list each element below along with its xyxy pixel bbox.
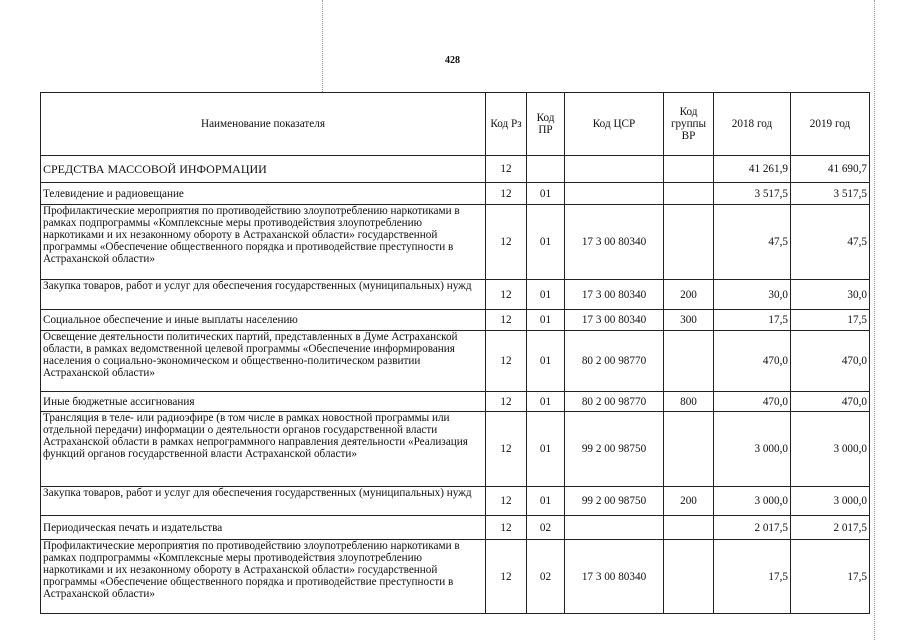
row-rz: 12 (486, 412, 527, 487)
row-pr: 01 (527, 205, 565, 280)
row-2019: 41 690,7 (791, 156, 870, 183)
row-2019: 3 000,0 (791, 412, 870, 487)
header-name: Наименование показателя (41, 93, 486, 156)
row-pr: 02 (527, 516, 565, 540)
row-csr: 17 3 00 80340 (565, 280, 664, 310)
row-2019: 17,5 (791, 540, 870, 614)
header-2019: 2019 год (791, 93, 870, 156)
table-row (41, 392, 870, 412)
row-2018: 470,0 (714, 331, 791, 392)
row-2019: 3 000,0 (791, 487, 870, 516)
row-rz: 12 (486, 516, 527, 540)
row-vr: 200 (664, 487, 714, 516)
row-rz: 12 (486, 205, 527, 280)
row-name: СРЕДСТВА МАССОВОЙ ИНФОРМАЦИИ (41, 156, 486, 183)
header-pr: Код ПР (527, 93, 565, 156)
row-rz: 12 (486, 540, 527, 614)
row-csr (565, 183, 664, 205)
row-2018: 3 517,5 (714, 183, 791, 205)
row-csr (565, 516, 664, 540)
row-2018: 2 017,5 (714, 516, 791, 540)
row-rz: 12 (486, 156, 527, 183)
row-pr: 01 (527, 331, 565, 392)
row-rz: 12 (486, 183, 527, 205)
table-row (41, 156, 870, 183)
row-2018: 17,5 (714, 540, 791, 614)
row-pr: 01 (527, 310, 565, 331)
row-2019: 470,0 (791, 392, 870, 412)
row-vr: 200 (664, 280, 714, 310)
row-csr: 17 3 00 80340 (565, 540, 664, 614)
row-csr (565, 156, 664, 183)
row-vr (664, 540, 714, 614)
header-rz: Код Рз (486, 93, 527, 156)
table-row (41, 310, 870, 331)
row-vr (664, 516, 714, 540)
row-rz: 12 (486, 280, 527, 310)
row-pr: 02 (527, 540, 565, 614)
row-2019: 2 017,5 (791, 516, 870, 540)
row-2019: 3 517,5 (791, 183, 870, 205)
row-pr: 01 (527, 280, 565, 310)
row-name: Трансляция в теле- или радиоэфире (в том числе в рамках новостной программы или отдельной передачи) информации о деятельности органов государственной власти Астраханской области в рамках непрограммного направления деятельности «Реализация функций органов государственной власти Астраханской области» (41, 412, 486, 487)
row-2019: 30,0 (791, 280, 870, 310)
scan-fold-line-right (874, 0, 875, 640)
row-name: Освещение деятельности политических партий, представленных в Думе Астраханской области, в рамках ведомственной целевой программы «Обеспечение информирования населения о социально-экономическом и общественно-политическом развитии Астраханской области» (41, 331, 486, 392)
row-csr: 80 2 00 98770 (565, 392, 664, 412)
row-pr: 01 (527, 392, 565, 412)
row-2018: 47,5 (714, 205, 791, 280)
row-name: Закупка товаров, работ и услуг для обеспечения государственных (муниципальных) нужд (41, 487, 486, 516)
row-2018: 3 000,0 (714, 412, 791, 487)
header-csr: Код ЦСР (565, 93, 664, 156)
row-name: Профилактические мероприятия по противодействию злоупотреблению наркотиками в рамках подпрограммы «Комплексные меры противодействия злоупотреблению наркотиками и их незаконному обороту в Астраханской области» государственной программы «Обеспечение общественного порядка и противодействие преступности в Астраханской области» (41, 540, 486, 614)
row-csr: 80 2 00 98770 (565, 331, 664, 392)
table-row (41, 516, 870, 540)
row-csr: 99 2 00 98750 (565, 412, 664, 487)
row-2019: 17,5 (791, 310, 870, 331)
row-2018: 3 000,0 (714, 487, 791, 516)
table-row (41, 331, 870, 392)
table-row (41, 487, 870, 516)
row-2018: 30,0 (714, 280, 791, 310)
row-pr: 01 (527, 183, 565, 205)
row-vr (664, 205, 714, 280)
table-header-row (41, 93, 870, 156)
row-pr: 01 (527, 487, 565, 516)
row-name: Закупка товаров, работ и услуг для обеспечения государственных (муниципальных) нужд (41, 280, 486, 310)
row-pr: 01 (527, 412, 565, 487)
table-row (41, 412, 870, 487)
row-csr: 99 2 00 98750 (565, 487, 664, 516)
table-row (41, 183, 870, 205)
row-csr: 17 3 00 80340 (565, 205, 664, 280)
row-2019: 470,0 (791, 331, 870, 392)
page-number: 428 (445, 55, 460, 66)
table-row (41, 205, 870, 280)
row-vr: 300 (664, 310, 714, 331)
row-vr (664, 183, 714, 205)
row-name: Социальное обеспечение и иные выплаты населению (41, 310, 486, 331)
row-name: Профилактические мероприятия по противодействию злоупотреблению наркотиками в рамках подпрограммы «Комплексные меры противодействия злоупотреблению наркотиками и их незаконному обороту в Астраханской области» государственной программы «Обеспечение общественного порядка и противодействие преступности в Астраханской области» (41, 205, 486, 280)
header-vr: Код группы ВР (664, 93, 714, 156)
row-rz: 12 (486, 487, 527, 516)
row-name: Телевидение и радиовещание (41, 183, 486, 205)
row-2019: 47,5 (791, 205, 870, 280)
row-2018: 17,5 (714, 310, 791, 331)
row-2018: 470,0 (714, 392, 791, 412)
table-row (41, 280, 870, 310)
row-2018: 41 261,9 (714, 156, 791, 183)
row-vr (664, 156, 714, 183)
header-2018: 2018 год (714, 93, 791, 156)
row-rz: 12 (486, 310, 527, 331)
scan-fold-line-top (322, 0, 323, 92)
row-csr: 17 3 00 80340 (565, 310, 664, 331)
table-row (41, 540, 870, 614)
row-name: Периодическая печать и издательства (41, 516, 486, 540)
row-rz: 12 (486, 331, 527, 392)
row-name: Иные бюджетные ассигнования (41, 392, 486, 412)
row-pr (527, 156, 565, 183)
row-rz: 12 (486, 392, 527, 412)
row-vr (664, 331, 714, 392)
row-vr (664, 412, 714, 487)
budget-table (40, 92, 870, 614)
row-vr: 800 (664, 392, 714, 412)
